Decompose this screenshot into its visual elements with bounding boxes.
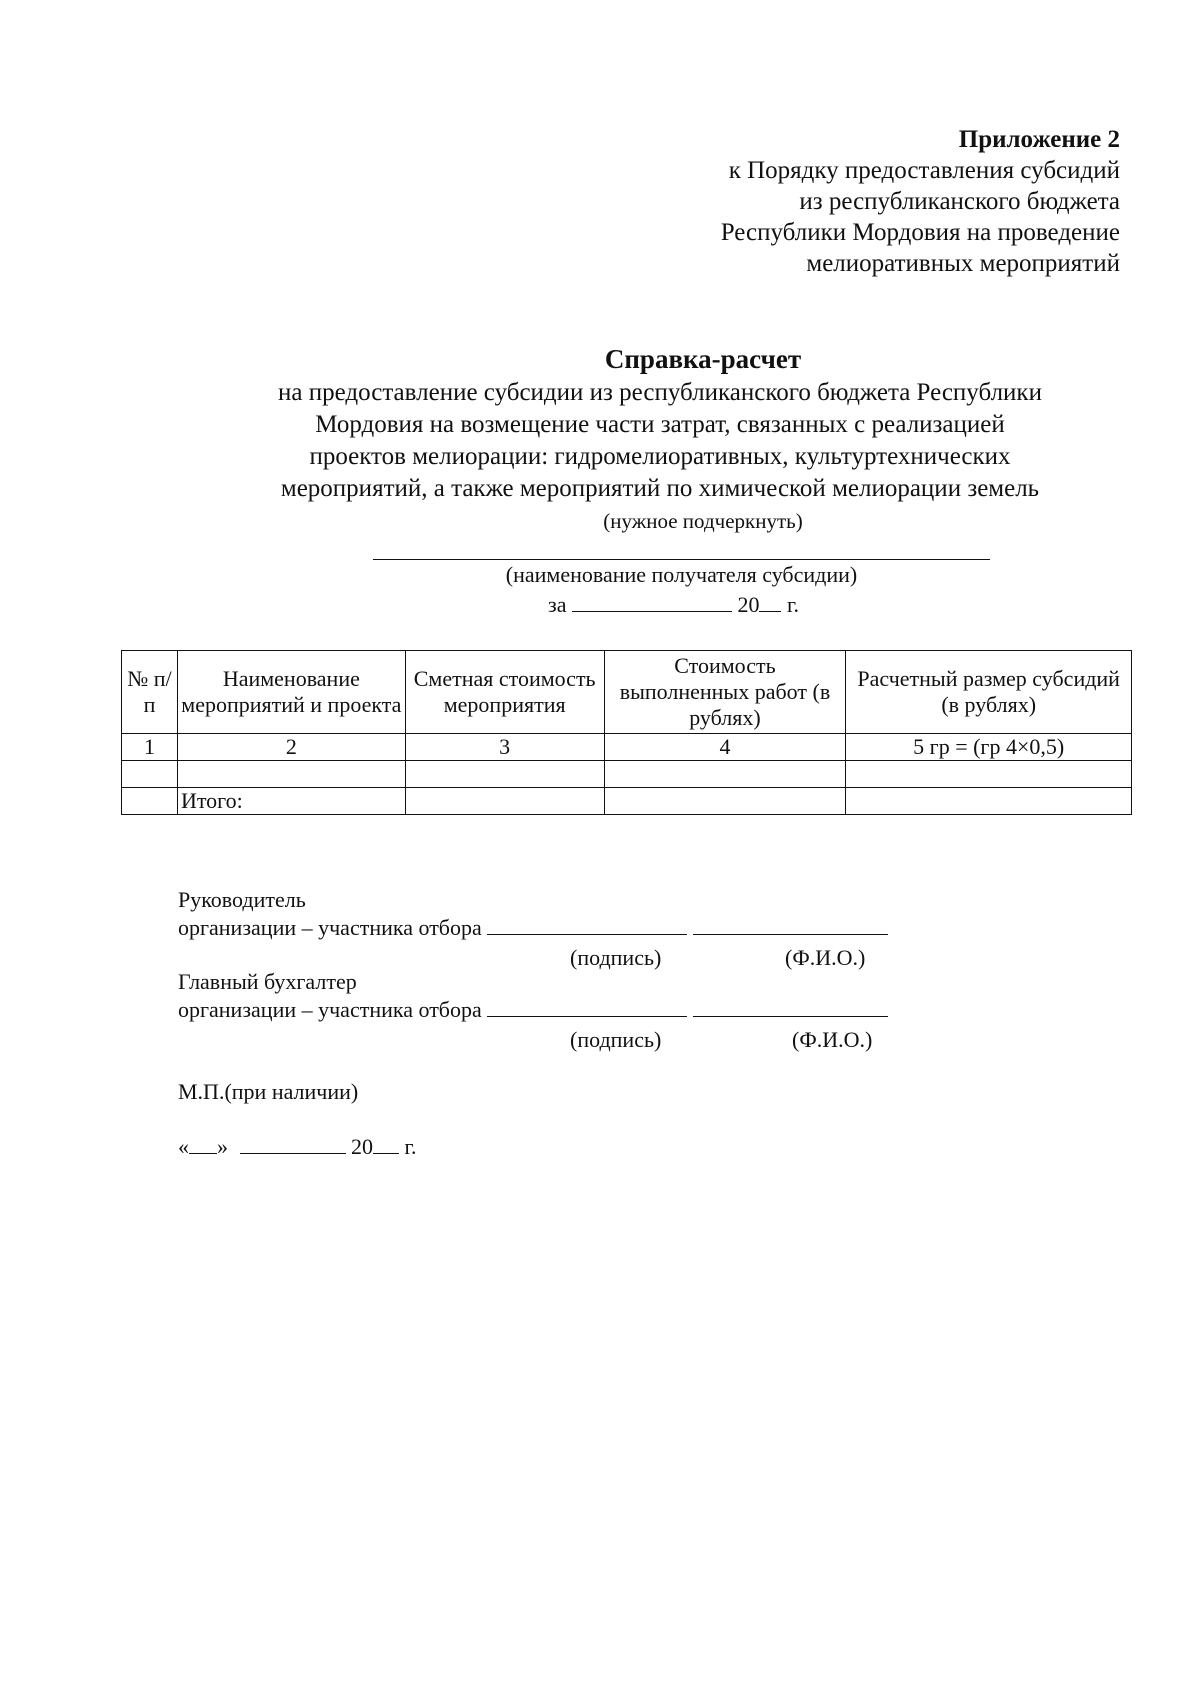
date-open-quote: «: [178, 1134, 189, 1159]
accountant-name-field[interactable]: [693, 996, 888, 1017]
head-signature-line: [178, 914, 888, 942]
appendix-line: мелиоративных мероприятий: [806, 250, 1120, 277]
table-row: [122, 761, 1132, 788]
column-number-cell: 2: [177, 734, 405, 761]
appendix-title: Приложение 2: [958, 126, 1120, 153]
column-number-cell: 4: [604, 734, 846, 761]
head-org: организации – участника отбора: [178, 915, 482, 940]
table-cell[interactable]: [846, 788, 1132, 815]
table-cell[interactable]: [177, 761, 405, 788]
document-subtitle: [200, 377, 1120, 505]
table-cell[interactable]: [604, 788, 846, 815]
period-blank-field[interactable]: [572, 591, 732, 612]
date-line: [178, 1133, 417, 1161]
column-number-cell: 3: [405, 734, 604, 761]
appendix-line: из республиканского бюджета: [799, 188, 1120, 215]
document-title: Справка-расчет: [604, 344, 802, 374]
underline-hint-wrap: [0, 508, 1200, 534]
appendix-block: [721, 124, 1120, 279]
head-signature-field[interactable]: [487, 914, 687, 935]
total-label: Итого:: [177, 788, 405, 815]
accountant-title: Главный бухгалтер: [178, 969, 357, 994]
column-number-cell: 1: [122, 734, 178, 761]
table-total-row: [122, 788, 1132, 815]
period-suffix: г.: [786, 592, 800, 617]
head-name-field[interactable]: [693, 914, 888, 935]
table-cell: [122, 788, 178, 815]
appendix-line: Республики Мордовия на проведение: [720, 219, 1120, 246]
period-year-blank-field[interactable]: [759, 591, 781, 612]
appendix-line: к Порядку предоставления субсидий: [728, 157, 1120, 184]
subtitle-line: Мордовия на возмещение части затрат, связанных с реализацией: [315, 411, 1005, 438]
header-subsidy: Расчетный размер субсидий (в рублях): [846, 651, 1132, 734]
underline-hint: (нужное подчеркнуть): [603, 509, 803, 533]
date-year-field[interactable]: [373, 1133, 399, 1154]
subtitle-line: на предоставление субсидии из республиканского бюджета Республики: [278, 379, 1042, 406]
table-header-row: [122, 651, 1132, 734]
subtitle-line: мероприятий, а также мероприятий по химической мелиорации земель: [280, 475, 1040, 502]
head-name-caption: (Ф.И.О.): [785, 945, 866, 970]
date-year: 20: [351, 1134, 373, 1159]
stamp-label: М.П.(при наличии): [178, 1079, 359, 1104]
period-year: 20: [737, 592, 760, 617]
head-title: Руководитель: [178, 887, 306, 912]
header-name: Наименование мероприятий и проекта: [177, 651, 405, 734]
head-signature-caption: (подпись): [570, 945, 662, 970]
recipient-caption: (наименование получателя субсидии): [505, 562, 858, 587]
date-close-quote: »: [217, 1134, 228, 1159]
date-suffix: г.: [404, 1134, 417, 1159]
calculation-table: [121, 650, 1132, 815]
accountant-signature-line: [178, 996, 888, 1024]
header-number: № п/п: [122, 651, 178, 734]
recipient-name-field[interactable]: [373, 559, 990, 560]
period-prefix: за: [548, 592, 567, 617]
accountant-signature-caption: (подпись): [570, 1027, 662, 1052]
table-row: [122, 734, 1132, 761]
column-number-cell: 5 гр = (гр 4×0,5): [846, 734, 1132, 761]
accountant-name-caption: (Ф.И.О.): [792, 1027, 873, 1052]
header-cost: Стоимость выполненных работ (в рублях): [604, 651, 846, 734]
period-line: [548, 591, 799, 619]
table-cell[interactable]: [122, 761, 178, 788]
accountant-signature-field[interactable]: [487, 996, 687, 1017]
accountant-org: организации – участника отбора: [178, 997, 482, 1022]
document-title-wrap: [0, 343, 1200, 376]
subtitle-line: проектов мелиорации: гидромелиоративных, культуртехнических: [309, 443, 1011, 470]
header-estimate: Сметная стоимость мероприятия: [405, 651, 604, 734]
date-month-field[interactable]: [240, 1133, 346, 1154]
table-cell[interactable]: [604, 761, 846, 788]
table-cell[interactable]: [405, 761, 604, 788]
date-day-field[interactable]: [189, 1133, 217, 1154]
table-cell[interactable]: [846, 761, 1132, 788]
table-cell[interactable]: [405, 788, 604, 815]
